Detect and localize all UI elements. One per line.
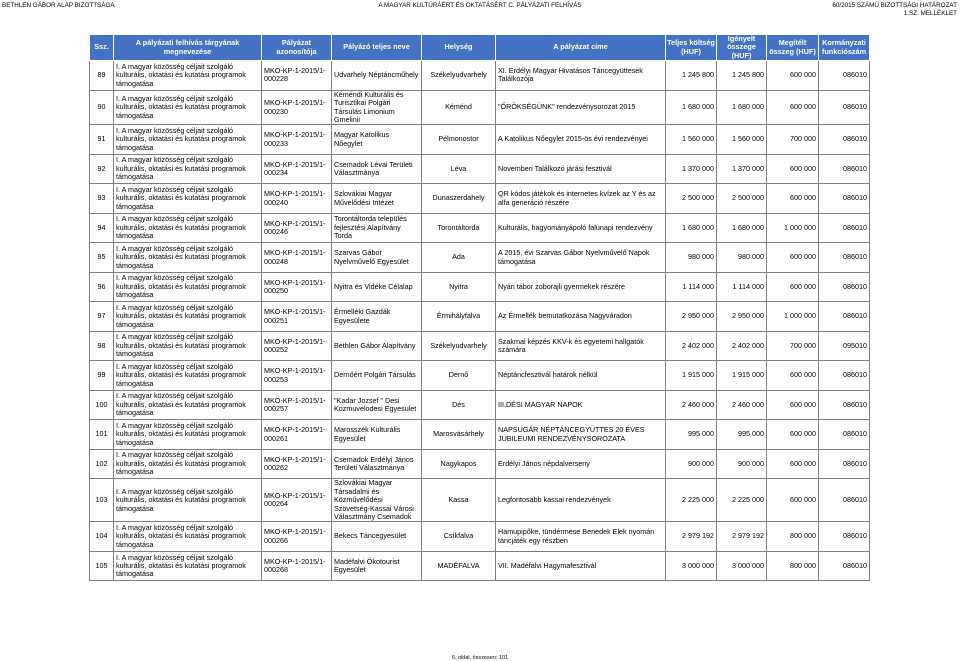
- cell-function-code: 086010: [819, 479, 870, 522]
- cell-id: MKO-KP-1-2015/1-000251: [262, 302, 332, 332]
- cell-awarded: 600 000: [767, 361, 819, 391]
- cell-function-code: 086010: [819, 551, 870, 581]
- cell-requested: 1 680 000: [717, 90, 767, 125]
- cell-subject: I. A magyar közösség céljait szolgáló kulturális, oktatási és kutatási programok támogatása: [114, 243, 262, 273]
- page-footer: 6. oldal, összesen: 101: [451, 655, 509, 661]
- cell-locality: Dunaszerdahely: [422, 184, 496, 214]
- cell-ssz: 95: [90, 243, 114, 273]
- cell-title: A Katolikus Nőegylet 2015-ös évi rendezvényei: [496, 125, 666, 155]
- cell-awarded: 600 000: [767, 449, 819, 479]
- cell-total-cost: 2 460 000: [666, 390, 717, 420]
- table-row: [90, 479, 870, 522]
- cell-id: MKO-KP-1-2015/1-000250: [262, 272, 332, 302]
- cell-ssz: 98: [90, 331, 114, 361]
- table-row: [90, 90, 870, 125]
- cell-awarded: 600 000: [767, 479, 819, 522]
- cell-subject: I. A magyar közösség céljait szolgáló kulturális, oktatási és kutatási programok támogatása: [114, 213, 262, 243]
- cell-applicant: Marosszék Kulturális Egyesület: [332, 420, 422, 450]
- cell-id: MKO-KP-1-2015/1-000253: [262, 361, 332, 391]
- table-row: [90, 390, 870, 420]
- cell-applicant: Érmelléki Gazdák Egyesülete: [332, 302, 422, 332]
- column-header-requested: Igényelt összege (HUF): [717, 35, 767, 61]
- cell-title: Novemberi Találkozó járási fesztivál: [496, 154, 666, 184]
- cell-function-code: 086010: [819, 390, 870, 420]
- cell-locality: Csíkfalva: [422, 522, 496, 552]
- cell-locality: Léva: [422, 154, 496, 184]
- header-organization: BETHLEN GÁBOR ALAP BIZOTTSÁGA: [2, 2, 115, 9]
- cell-subject: I. A magyar közösség céljait szolgáló kulturális, oktatási és kutatási programok támogatása: [114, 420, 262, 450]
- cell-locality: Nagykapos: [422, 449, 496, 479]
- cell-ssz: 100: [90, 390, 114, 420]
- cell-id: MKO-KP-1-2015/1-000230: [262, 90, 332, 125]
- cell-locality: Székelyudvarhely: [422, 61, 496, 91]
- cell-locality: MADÉFALVA: [422, 551, 496, 581]
- column-header-title: A pályázat címe: [496, 35, 666, 61]
- table-body: [90, 61, 870, 581]
- cell-total-cost: 1 680 000: [666, 213, 717, 243]
- cell-locality: Nyitra: [422, 272, 496, 302]
- cell-locality: Kéménd: [422, 90, 496, 125]
- cell-requested: 1 114 000: [717, 272, 767, 302]
- cell-title: VII. Madéfalvi Hagymafesztivál: [496, 551, 666, 581]
- cell-total-cost: 980 000: [666, 243, 717, 273]
- table-header-row: [90, 35, 870, 61]
- cell-id: MKO-KP-1-2015/1-000266: [262, 522, 332, 552]
- cell-title: Az Érmellék bemutatkozása Nagyváradon: [496, 302, 666, 332]
- cell-awarded: 600 000: [767, 272, 819, 302]
- cell-function-code: 086010: [819, 449, 870, 479]
- cell-applicant: Szlovákiai Magyar Társadalmi és Közművelődési Szövetség-Kassai Városi Választmány Csemadok: [332, 479, 422, 522]
- cell-requested: 3 000 000: [717, 551, 767, 581]
- cell-function-code: 086010: [819, 361, 870, 391]
- cell-applicant: Magyar Katolikus Nőegylet: [332, 125, 422, 155]
- cell-total-cost: 1 915 000: [666, 361, 717, 391]
- cell-requested: 1 915 000: [717, 361, 767, 391]
- cell-title: Erdélyi János népdalverseny: [496, 449, 666, 479]
- cell-subject: I. A magyar közösség céljait szolgáló kulturális, oktatási és kutatási programok támogatása: [114, 522, 262, 552]
- cell-total-cost: 2 500 000: [666, 184, 717, 214]
- column-header-subject: A pályázati felhívás tárgyának megnevezése: [114, 35, 262, 61]
- cell-awarded: 700 000: [767, 331, 819, 361]
- column-header-id: Pályázat azonosítója: [262, 35, 332, 61]
- cell-function-code: 086010: [819, 420, 870, 450]
- cell-awarded: 600 000: [767, 154, 819, 184]
- cell-total-cost: 1 245 800: [666, 61, 717, 91]
- table-row: [90, 272, 870, 302]
- cell-awarded: 600 000: [767, 420, 819, 450]
- table-row: [90, 522, 870, 552]
- table-row: [90, 420, 870, 450]
- cell-id: MKO-KP-1-2015/1-000234: [262, 154, 332, 184]
- cell-function-code: 095010: [819, 331, 870, 361]
- cell-title: III.DÉSI MAGYAR NAPOK: [496, 390, 666, 420]
- header-program-title: A MAGYAR KULTÚRÁÉRT ÉS OKTATÁSÉRT C. PÁLYÁZATI FELHÍVÁS: [378, 2, 582, 9]
- cell-requested: 2 460 000: [717, 390, 767, 420]
- cell-applicant: Szlovákiai Magyar Művelődési Intézet: [332, 184, 422, 214]
- cell-total-cost: 3 000 000: [666, 551, 717, 581]
- table-row: [90, 61, 870, 91]
- cell-id: MKO-KP-1-2015/1-000233: [262, 125, 332, 155]
- cell-id: MKO-KP-1-2015/1-000262: [262, 449, 332, 479]
- cell-applicant: Udvarhely Néptáncműhely: [332, 61, 422, 91]
- cell-total-cost: 2 979 192: [666, 522, 717, 552]
- cell-id: MKO-KP-1-2015/1-000240: [262, 184, 332, 214]
- cell-ssz: 96: [90, 272, 114, 302]
- column-header-function-code: Kormányzati funkciószám: [819, 35, 870, 61]
- header-annex: 1.SZ. MELLÉKLET: [903, 10, 957, 17]
- cell-ssz: 92: [90, 154, 114, 184]
- cell-subject: I. A magyar közösség céljait szolgáló kulturális, oktatási és kutatási programok támogatása: [114, 154, 262, 184]
- table-row: [90, 449, 870, 479]
- cell-function-code: 086010: [819, 61, 870, 91]
- cell-locality: Torontáltorda: [422, 213, 496, 243]
- grants-table: [89, 34, 870, 581]
- cell-title: XI. Erdélyi Magyar Hivatásos Táncegyüttesek Találkozója: [496, 61, 666, 91]
- cell-locality: Dernő: [422, 361, 496, 391]
- cell-awarded: 800 000: [767, 522, 819, 552]
- cell-function-code: 086010: [819, 90, 870, 125]
- cell-requested: 2 979 192: [717, 522, 767, 552]
- cell-function-code: 086010: [819, 154, 870, 184]
- cell-applicant: "Kadar Jozsef " Desi Kozmuvelodesi Egyesulet: [332, 390, 422, 420]
- cell-ssz: 102: [90, 449, 114, 479]
- cell-total-cost: 1 560 000: [666, 125, 717, 155]
- cell-awarded: 800 000: [767, 551, 819, 581]
- table-row: [90, 213, 870, 243]
- cell-subject: I. A magyar közösség céljait szolgáló kulturális, oktatási és kutatási programok támogatása: [114, 479, 262, 522]
- cell-function-code: 086010: [819, 522, 870, 552]
- cell-id: MKO-KP-1-2015/1-000228: [262, 61, 332, 91]
- cell-subject: I. A magyar közösség céljait szolgáló kulturális, oktatási és kutatási programok támogatása: [114, 61, 262, 91]
- table-row: [90, 551, 870, 581]
- cell-subject: I. A magyar közösség céljait szolgáló kulturális, oktatási és kutatási programok támogatása: [114, 390, 262, 420]
- cell-requested: 995 000: [717, 420, 767, 450]
- cell-id: MKO-KP-1-2015/1-000246: [262, 213, 332, 243]
- cell-subject: I. A magyar közösség céljait szolgáló kulturális, oktatási és kutatási programok támogatása: [114, 331, 262, 361]
- cell-applicant: Torontáltorda település fejlesztési Alapítvány Torda: [332, 213, 422, 243]
- cell-applicant: Szarvas Gábor Nyelvművelő Egyesület: [332, 243, 422, 273]
- cell-locality: Székelyudvarhely: [422, 331, 496, 361]
- cell-locality: Érmihályfalva: [422, 302, 496, 332]
- cell-subject: I. A magyar közösség céljait szolgáló kulturális, oktatási és kutatási programok támogatása: [114, 90, 262, 125]
- cell-applicant: Madéfalvi Ökotourist Egyesület: [332, 551, 422, 581]
- cell-function-code: 086010: [819, 213, 870, 243]
- cell-title: QR kódos játékok és internetes kvízek az Y és az alfa generáció részére: [496, 184, 666, 214]
- cell-awarded: 700 000: [767, 125, 819, 155]
- cell-locality: Pélmonostor: [422, 125, 496, 155]
- cell-id: MKO-KP-1-2015/1-000252: [262, 331, 332, 361]
- table-row: [90, 154, 870, 184]
- cell-requested: 2 500 000: [717, 184, 767, 214]
- table-row: [90, 361, 870, 391]
- cell-subject: I. A magyar közösség céljait szolgáló kulturális, oktatási és kutatási programok támogatása: [114, 302, 262, 332]
- cell-locality: Kassa: [422, 479, 496, 522]
- cell-awarded: 600 000: [767, 90, 819, 125]
- cell-subject: I. A magyar közösség céljait szolgáló kulturális, oktatási és kutatási programok támogatása: [114, 551, 262, 581]
- table-row: [90, 302, 870, 332]
- column-header-ssz: Ssz.: [90, 35, 114, 61]
- table-row: [90, 243, 870, 273]
- cell-ssz: 90: [90, 90, 114, 125]
- cell-awarded: 1 000 000: [767, 302, 819, 332]
- cell-function-code: 086010: [819, 125, 870, 155]
- cell-ssz: 91: [90, 125, 114, 155]
- page-header: [0, 0, 960, 18]
- cell-function-code: 086010: [819, 302, 870, 332]
- cell-title: Nyári tábor zoborajli gyermekek részére: [496, 272, 666, 302]
- cell-total-cost: 1 680 000: [666, 90, 717, 125]
- cell-requested: 1 370 000: [717, 154, 767, 184]
- cell-requested: 2 402 000: [717, 331, 767, 361]
- cell-requested: 2 950 000: [717, 302, 767, 332]
- cell-total-cost: 900 000: [666, 449, 717, 479]
- cell-title: NAPSUGÁR NÉPTÁNCEGYÜTTES 20 ÉVES JUBILEUMI RENDEZVÉNYSOROZATA: [496, 420, 666, 450]
- cell-total-cost: 995 000: [666, 420, 717, 450]
- cell-applicant: Kéméndi Kulturális és Turisztikai Polgári Társulás Limonium Gmelinii: [332, 90, 422, 125]
- cell-subject: I. A magyar közösség céljait szolgáló kulturális, oktatási és kutatási programok támogatása: [114, 125, 262, 155]
- cell-id: MKO-KP-1-2015/1-000261: [262, 420, 332, 450]
- cell-total-cost: 2 950 000: [666, 302, 717, 332]
- cell-requested: 1 680 000: [717, 213, 767, 243]
- column-header-awarded: Megítélt összeg (HUF): [767, 35, 819, 61]
- cell-applicant: Nyitra és Vidéke Célalap: [332, 272, 422, 302]
- cell-id: MKO-KP-1-2015/1-000257: [262, 390, 332, 420]
- cell-total-cost: 1 114 000: [666, 272, 717, 302]
- cell-title: Legfontosabb kassai rendezvények: [496, 479, 666, 522]
- cell-locality: Marosvásárhely: [422, 420, 496, 450]
- cell-requested: 980 000: [717, 243, 767, 273]
- cell-applicant: Bethlen Gábor Alapítvány: [332, 331, 422, 361]
- cell-total-cost: 2 402 000: [666, 331, 717, 361]
- cell-title: "ŐRÖKSÉGÜNK" rendezvénysorozat 2015: [496, 90, 666, 125]
- cell-requested: 1 560 000: [717, 125, 767, 155]
- cell-applicant: Dernőért Polgári Társulás: [332, 361, 422, 391]
- cell-title: A 2015. évi Szarvas Gábor Nyelvművelő Napok támogatása: [496, 243, 666, 273]
- cell-total-cost: 1 370 000: [666, 154, 717, 184]
- cell-total-cost: 2 225 000: [666, 479, 717, 522]
- cell-ssz: 93: [90, 184, 114, 214]
- cell-ssz: 104: [90, 522, 114, 552]
- column-header-locality: Helység: [422, 35, 496, 61]
- cell-awarded: 600 000: [767, 184, 819, 214]
- cell-applicant: Bekecs Táncegyesület: [332, 522, 422, 552]
- cell-locality: Dés: [422, 390, 496, 420]
- header-resolution: 60/2015 SZÁMÚ BIZOTTSÁGI HATÁROZAT: [832, 2, 957, 9]
- cell-id: MKO-KP-1-2015/1-000268: [262, 551, 332, 581]
- cell-locality: Ada: [422, 243, 496, 273]
- cell-function-code: 086010: [819, 184, 870, 214]
- table-row: [90, 331, 870, 361]
- cell-subject: I. A magyar közösség céljait szolgáló kulturális, oktatási és kutatási programok támogatása: [114, 272, 262, 302]
- cell-function-code: 086010: [819, 243, 870, 273]
- cell-applicant: Csemadok Lévai Területi Választmánya: [332, 154, 422, 184]
- table-row: [90, 125, 870, 155]
- cell-ssz: 103: [90, 479, 114, 522]
- cell-title: Néptáncfesztivál határok nélkül: [496, 361, 666, 391]
- cell-id: MKO-KP-1-2015/1-000248: [262, 243, 332, 273]
- cell-requested: 1 245 800: [717, 61, 767, 91]
- cell-ssz: 97: [90, 302, 114, 332]
- cell-ssz: 101: [90, 420, 114, 450]
- table-row: [90, 184, 870, 214]
- cell-title: Hamupipőke, tündérmese Benedek Elek nyomán táncjáték egy részben: [496, 522, 666, 552]
- cell-requested: 900 000: [717, 449, 767, 479]
- cell-subject: I. A magyar közösség céljait szolgáló kulturális, oktatási és kutatási programok támogatása: [114, 361, 262, 391]
- cell-ssz: 105: [90, 551, 114, 581]
- cell-awarded: 600 000: [767, 243, 819, 273]
- cell-awarded: 1 000 000: [767, 213, 819, 243]
- cell-subject: I. A magyar közösség céljait szolgáló kulturális, oktatási és kutatási programok támogatása: [114, 184, 262, 214]
- cell-title: Kulturális, hagyományápoló falunapi rendezvény: [496, 213, 666, 243]
- cell-requested: 2 225 000: [717, 479, 767, 522]
- cell-awarded: 600 000: [767, 61, 819, 91]
- cell-title: Szakmai képzés KKV-k és egyetemi hallgatók számára: [496, 331, 666, 361]
- cell-function-code: 086010: [819, 272, 870, 302]
- cell-ssz: 94: [90, 213, 114, 243]
- column-header-total-cost: Teljes költség (HUF): [666, 35, 717, 61]
- cell-applicant: Csemadok Erdélyi János Területi Választmánya: [332, 449, 422, 479]
- column-header-applicant: Pályázó teljes neve: [332, 35, 422, 61]
- cell-ssz: 99: [90, 361, 114, 391]
- cell-id: MKO-KP-1-2015/1-000264: [262, 479, 332, 522]
- cell-awarded: 600 000: [767, 390, 819, 420]
- cell-subject: I. A magyar közösség céljait szolgáló kulturális, oktatási és kutatási programok támogatása: [114, 449, 262, 479]
- cell-ssz: 89: [90, 61, 114, 91]
